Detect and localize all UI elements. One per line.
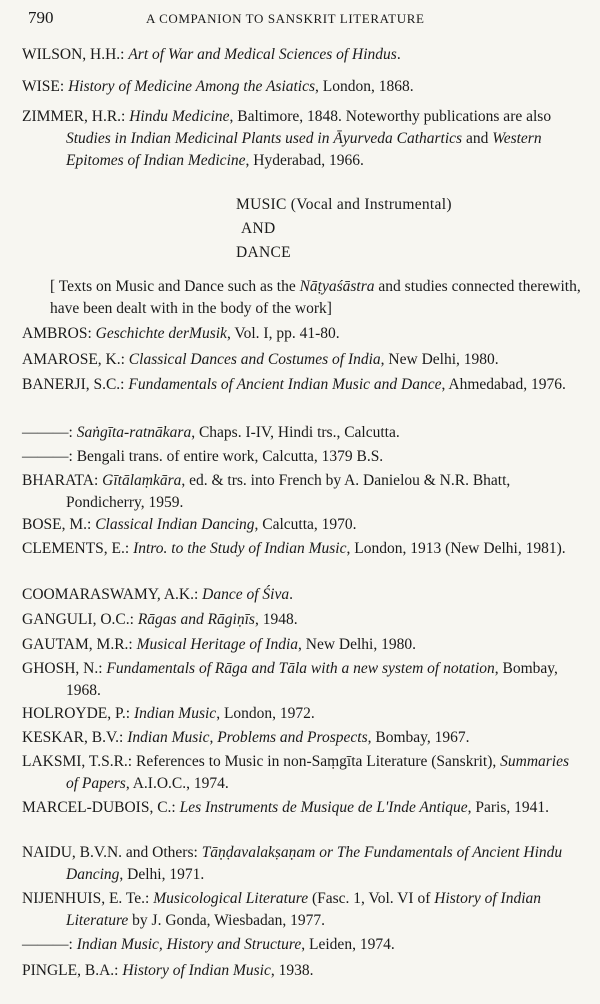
bibliography-entry: GHOSH, N.: Fundamentals of Rāga and Tāla with a new system of notation, Bombay, 1968. [22, 660, 558, 699]
bibliography-entry: AMBROS: Geschichte derMusik, Vol. I, pp. 41-80. [22, 325, 340, 342]
bibliography-entry: ZIMMER, H.R.: Hindu Medicine, Baltimore, 1848. Noteworthy publications are also Studies in Indian Medicinal Plants used in Āyurveda Cathartics and Western Epitomes of Indian Medicine, Hyderabad, 1966. [22, 108, 552, 169]
bibliography-entry: BANERJI, S.C.: Fundamentals of Ancient Indian Music and Dance, Ahmedabad, 1976. [22, 376, 566, 393]
bibliography-entry: LAKSMI, T.S.R.: References to Music in non-Saṃgīta Literature (Sanskrit), Summaries of Papers, A.I.O.C., 1974. [22, 753, 570, 792]
bibliography-entry: BHARATA: Gītālaṃkāra, ed. & trs. into French by A. Danielou & N.R. Bhatt, Pondicherry, 1959. [22, 472, 511, 511]
section-heading-line3: DANCE [236, 244, 291, 261]
bibliography-entry: WISE: History of Medicine Among the Asiatics, London, 1868. [22, 78, 414, 95]
section-heading-line1: MUSIC (Vocal and Instrumental) [236, 196, 452, 213]
bibliography-entry: GAUTAM, M.R.: Musical Heritage of India, New Delhi, 1980. [22, 636, 416, 653]
bibliography-entry: BOSE, M.: Classical Indian Dancing, Calcutta, 1970. [22, 516, 357, 533]
bibliography-entry: MARCEL-DUBOIS, C.: Les Instruments de Musique de L'Inde Antique, Paris, 1941. [22, 799, 550, 816]
bibliography-entry: PINGLE, B.A.: History of Indian Music, 1938. [22, 962, 314, 979]
running-head: A COMPANION TO SANSKRIT LITERATURE [146, 11, 425, 26]
bibliography-entry: NIJENHUIS, E. Te.: Musicological Literature (Fasc. 1, Vol. VI of History of Indian Literature by J. Gonda, Wiesbadan, 1977. [22, 890, 542, 929]
section-heading-line2: AND [241, 220, 276, 237]
bibliography-entry: CLEMENTS, E.: Intro. to the Study of Indian Music, London, 1913 (New Delhi, 1981). [22, 540, 566, 557]
page-header [28, 8, 582, 30]
bibliography-entry: COOMARASWAMY, A.K.: Dance of Śiva. [22, 586, 293, 603]
page-number: 790 [28, 8, 54, 27]
section-note: [ Texts on Music and Dance such as the Nāṭyaśāstra and studies connected therewith, have been dealt with in the body of the work] [50, 278, 581, 317]
bibliography-entry: GANGULI, O.C.: Rāgas and Rāgiṇīs, 1948. [22, 611, 298, 628]
bibliography-entry: HOLROYDE, P.: Indian Music, London, 1972. [22, 705, 315, 722]
bibliography-entry: ———: Bengali trans. of entire work, Calcutta, 1379 B.S. [22, 448, 384, 465]
bibliography-entry: NAIDU, B.V.N. and Others: Tāṇḍavalakṣaṇam or The Fundamentals of Ancient Hindu Dancing, Delhi, 1971. [22, 844, 563, 883]
bibliography-entry: KESKAR, B.V.: Indian Music, Problems and Prospects, Bombay, 1967. [22, 729, 470, 746]
bibliography-entry: ———: Indian Music, History and Structure, Leiden, 1974. [22, 936, 395, 953]
bibliography-entry: ———: Saṅgīta-ratnākara, Chaps. I-IV, Hindi trs., Calcutta. [22, 424, 400, 441]
bibliography-entry: WILSON, H.H.: Art of War and Medical Sciences of Hindus. [22, 46, 401, 63]
bibliography-entry: AMAROSE, K.: Classical Dances and Costumes of India, New Delhi, 1980. [22, 351, 499, 368]
